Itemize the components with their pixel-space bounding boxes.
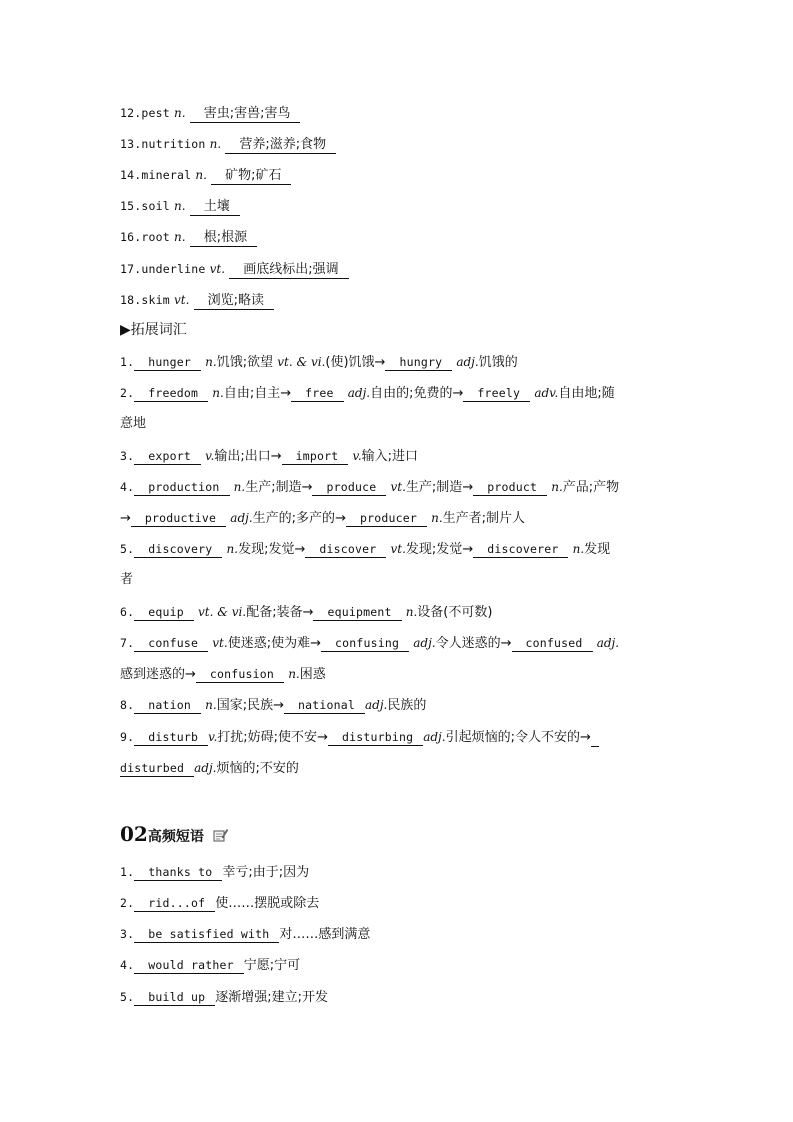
- arrow-icon: →: [335, 511, 346, 526]
- part-of-speech: n.: [209, 137, 222, 151]
- part-of-speech: adj.: [347, 386, 371, 400]
- phrase-item: [120, 894, 680, 913]
- phrase-item: [120, 925, 680, 944]
- answer-blank: hunger: [134, 354, 201, 371]
- meaning-text: 饥饿;欲望: [216, 355, 274, 370]
- part-of-speech: n.: [572, 542, 585, 556]
- meaning-text: 发现: [584, 542, 611, 557]
- part-of-speech: n.: [431, 511, 443, 525]
- expand-item-7-cont: [120, 665, 680, 684]
- part-of-speech: adj.: [194, 761, 217, 775]
- vocab-item: [120, 166, 680, 185]
- part-of-speech: adv.: [534, 386, 559, 400]
- expand-item-9: [120, 728, 680, 747]
- meaning-text: 生产者;制片人: [442, 511, 526, 526]
- answer-blank: freely: [463, 385, 530, 402]
- answer-blank: thanks to: [134, 864, 222, 881]
- part-of-speech: n.: [233, 480, 246, 494]
- meaning-text: 生产;制造: [405, 480, 463, 495]
- answer-blank: productive: [131, 510, 226, 527]
- item-number: 3.: [120, 449, 135, 463]
- part-of-speech: vt.: [390, 542, 406, 556]
- notepad-pencil-icon: [213, 828, 227, 841]
- answer-blank-start: [591, 730, 599, 747]
- item-number: 4.: [120, 958, 135, 972]
- arrow-icon: →: [294, 542, 306, 557]
- vocab-word: soil: [141, 199, 170, 213]
- expand-item-5-cont: 者: [120, 572, 134, 587]
- phrase-item: [120, 988, 680, 1007]
- part-of-speech: n.: [195, 168, 207, 182]
- answer-blank: discoverer: [473, 541, 568, 558]
- answer-blank: disturbed: [120, 760, 194, 777]
- answer-blank: product: [473, 479, 547, 496]
- item-number: 5.: [120, 542, 135, 556]
- meaning-text: 令人迷惑的: [435, 636, 501, 651]
- meaning-text: 发现;发觉: [405, 542, 463, 557]
- answer-blank: 营养;滋养;食物: [225, 137, 336, 154]
- answer-blank: production: [134, 479, 229, 496]
- part-of-speech: v.: [352, 449, 362, 463]
- arrow-icon: →: [452, 386, 464, 401]
- meaning-text: 饥饿的: [478, 355, 518, 370]
- arrow-icon: →: [301, 480, 313, 495]
- part-of-speech: n.: [288, 667, 300, 681]
- vocab-word: skim: [141, 293, 170, 307]
- section-number: 02: [120, 822, 148, 846]
- arrow-icon: →: [500, 636, 512, 651]
- meaning-text: 输出;出口: [214, 449, 271, 464]
- part-of-speech: adj.: [423, 730, 446, 744]
- meaning-text: 自由;自主: [223, 386, 281, 401]
- item-number: 2.: [120, 896, 135, 910]
- expand-item-7: [120, 634, 680, 653]
- part-of-speech: v.: [208, 730, 218, 744]
- answer-blank: equipment: [313, 604, 401, 621]
- item-number: 13.: [120, 137, 142, 151]
- answer-blank: equip: [134, 604, 194, 621]
- item-number: 7.: [120, 636, 135, 650]
- meaning-text: 生产的;多产的: [252, 511, 336, 526]
- item-number: 5.: [120, 990, 135, 1004]
- expand-item-5: [120, 540, 680, 559]
- expand-item-3: [120, 447, 680, 466]
- vocab-item: [120, 197, 680, 216]
- arrow-icon: →: [280, 386, 292, 401]
- item-number: 1.: [120, 865, 135, 879]
- part-of-speech: adj.: [230, 511, 253, 525]
- meaning-text: 宁愿;宁可: [243, 958, 301, 973]
- part-of-speech: n.: [551, 480, 563, 494]
- part-of-speech: n.: [174, 230, 186, 244]
- arrow-icon: →: [462, 480, 474, 495]
- part-of-speech: n.: [174, 199, 186, 213]
- part-of-speech: vt.: [174, 293, 190, 307]
- section-heading: [120, 822, 227, 846]
- expand-item-4-cont: [120, 509, 680, 528]
- item-number: 9.: [120, 730, 135, 744]
- arrow-icon: →: [120, 511, 131, 526]
- vocab-word: underline: [141, 262, 206, 276]
- meaning-text: 引起烦恼的;令人不安的: [445, 730, 580, 745]
- answer-blank: discovery: [134, 541, 222, 558]
- meaning-text: (使)饥饿: [325, 355, 375, 370]
- part-of-speech: adj.: [596, 636, 620, 650]
- answer-blank: free: [291, 385, 344, 402]
- answer-blank: confuse: [134, 635, 208, 652]
- part-of-speech: n.: [405, 605, 418, 619]
- meaning-text: 设备(不可数): [417, 605, 493, 620]
- expand-item-9-cont: [120, 759, 680, 778]
- meaning-text: 产品;产物: [562, 480, 620, 495]
- answer-blank: 画底线标出;强调: [229, 262, 348, 279]
- item-number: 14.: [120, 168, 142, 182]
- answer-blank: 浏览;略读: [194, 293, 274, 310]
- vocab-word: mineral: [141, 168, 192, 182]
- item-number: 17.: [120, 262, 142, 276]
- vocab-word: nutrition: [141, 137, 206, 151]
- answer-blank: 根;根源: [190, 230, 257, 247]
- meaning-text: 民族的: [387, 698, 427, 713]
- expand-item-4: [120, 478, 680, 497]
- part-of-speech: vt. & vi.: [277, 355, 326, 369]
- vocab-item: [120, 228, 680, 247]
- phrase-item: [120, 863, 680, 882]
- item-number: 18.: [120, 293, 142, 307]
- meaning-text: 使……摆脱或除去: [215, 896, 320, 911]
- meaning-text: 烦恼的;不安的: [216, 761, 299, 776]
- answer-blank: confused: [512, 635, 593, 652]
- item-number: 16.: [120, 230, 142, 244]
- meaning-text: 输入;进口: [361, 449, 419, 464]
- answer-blank: be satisfied with: [134, 926, 279, 943]
- phrase-item: [120, 956, 680, 975]
- part-of-speech: n.: [226, 542, 239, 556]
- item-number: 1.: [120, 355, 135, 369]
- item-number: 6.: [120, 605, 135, 619]
- answer-blank: build up: [134, 989, 215, 1006]
- part-of-speech: vt.: [212, 636, 228, 650]
- expand-item-1: 1. hunger n.饥饿;欲望 vt. & vi.(使)饥饿→ hungry adj.饥饿的: [120, 355, 518, 370]
- answer-blank: freedom: [134, 385, 208, 402]
- meaning-text: 国家;民族: [216, 698, 274, 713]
- expand-item-2-cont: 意地: [120, 416, 147, 431]
- meaning-text: 对……感到满意: [279, 927, 371, 942]
- meaning-text: 使迷惑;使为难: [227, 636, 311, 651]
- answer-blank: disturb: [134, 729, 208, 746]
- meaning-text: 逐渐增强;建立;开发: [215, 990, 329, 1005]
- meaning-text: 打扰;妨碍;使不安: [217, 730, 318, 745]
- answer-blank: 土壤: [190, 199, 240, 216]
- item-number: 12.: [120, 106, 142, 120]
- meaning-text: 自由地;随: [558, 386, 615, 401]
- answer-blank: nation: [134, 697, 201, 714]
- answer-blank: import: [282, 448, 349, 465]
- answer-blank: confusing: [321, 635, 409, 652]
- answer-blank: national: [284, 697, 365, 714]
- item-number: 2.: [120, 386, 135, 400]
- arrow-icon: →: [273, 698, 284, 713]
- arrow-icon: →: [374, 355, 386, 370]
- arrow-icon: →: [270, 449, 282, 464]
- meaning-text: 配备;装备: [246, 605, 303, 620]
- vocab-item: [120, 135, 680, 154]
- part-of-speech: vt. & vi.: [198, 605, 247, 619]
- vocab-item: [120, 291, 680, 310]
- arrow-icon: →: [579, 730, 591, 745]
- expand-heading: ▶拓展词汇: [120, 322, 187, 338]
- part-of-speech: vt.: [390, 480, 406, 494]
- meaning-text: 生产;制造: [245, 480, 302, 495]
- arrow-icon: →: [310, 636, 321, 651]
- answer-blank: confusion: [196, 666, 284, 683]
- answer-blank: disturbing: [328, 729, 423, 746]
- answer-blank: hungry: [385, 354, 452, 371]
- answer-blank: export: [134, 448, 201, 465]
- answer-blank: would rather: [134, 957, 243, 974]
- answer-blank: 害虫;害兽;害鸟: [190, 106, 301, 123]
- arrow-icon: →: [185, 667, 196, 682]
- vocab-word: pest: [141, 106, 170, 120]
- meaning-text: 发现;发觉: [238, 542, 295, 557]
- item-number: 15.: [120, 199, 142, 213]
- part-of-speech: adj.: [456, 355, 479, 369]
- answer-blank: rid...of: [134, 895, 215, 912]
- part-of-speech: n.: [174, 106, 186, 120]
- answer-blank: producer: [346, 510, 427, 527]
- section-title: 高频短语: [147, 829, 204, 845]
- answer-blank: produce: [312, 479, 386, 496]
- meaning-text: 困惑: [299, 667, 326, 682]
- part-of-speech: adj.: [413, 636, 436, 650]
- vocab-item: [120, 104, 680, 123]
- answer-blank: 矿物;矿石: [211, 168, 291, 185]
- arrow-icon: →: [317, 730, 328, 745]
- meaning-text: 幸亏;由于;因为: [222, 865, 310, 880]
- arrow-icon: →: [462, 542, 474, 557]
- part-of-speech: v.: [205, 449, 215, 463]
- part-of-speech: adj.: [364, 698, 388, 712]
- meaning-text: 感到迷惑的: [120, 667, 186, 682]
- vocab-item: [120, 260, 680, 279]
- item-number: 4.: [120, 480, 135, 494]
- expand-item-6: [120, 603, 680, 622]
- item-number: 8.: [120, 698, 135, 712]
- vocab-word: root: [141, 230, 170, 244]
- expand-item-2: 2. freedom n.自由;自主→ free adj.自由的;免费的→ freely adv.自由地;随: [120, 386, 615, 401]
- part-of-speech: vt.: [209, 262, 226, 276]
- expand-item-8: [120, 696, 680, 715]
- item-number: 3.: [120, 927, 135, 941]
- arrow-icon: →: [302, 605, 314, 620]
- part-of-speech: n.: [205, 698, 217, 712]
- meaning-text: 自由的;免费的: [370, 386, 453, 401]
- answer-blank: discover: [305, 541, 386, 558]
